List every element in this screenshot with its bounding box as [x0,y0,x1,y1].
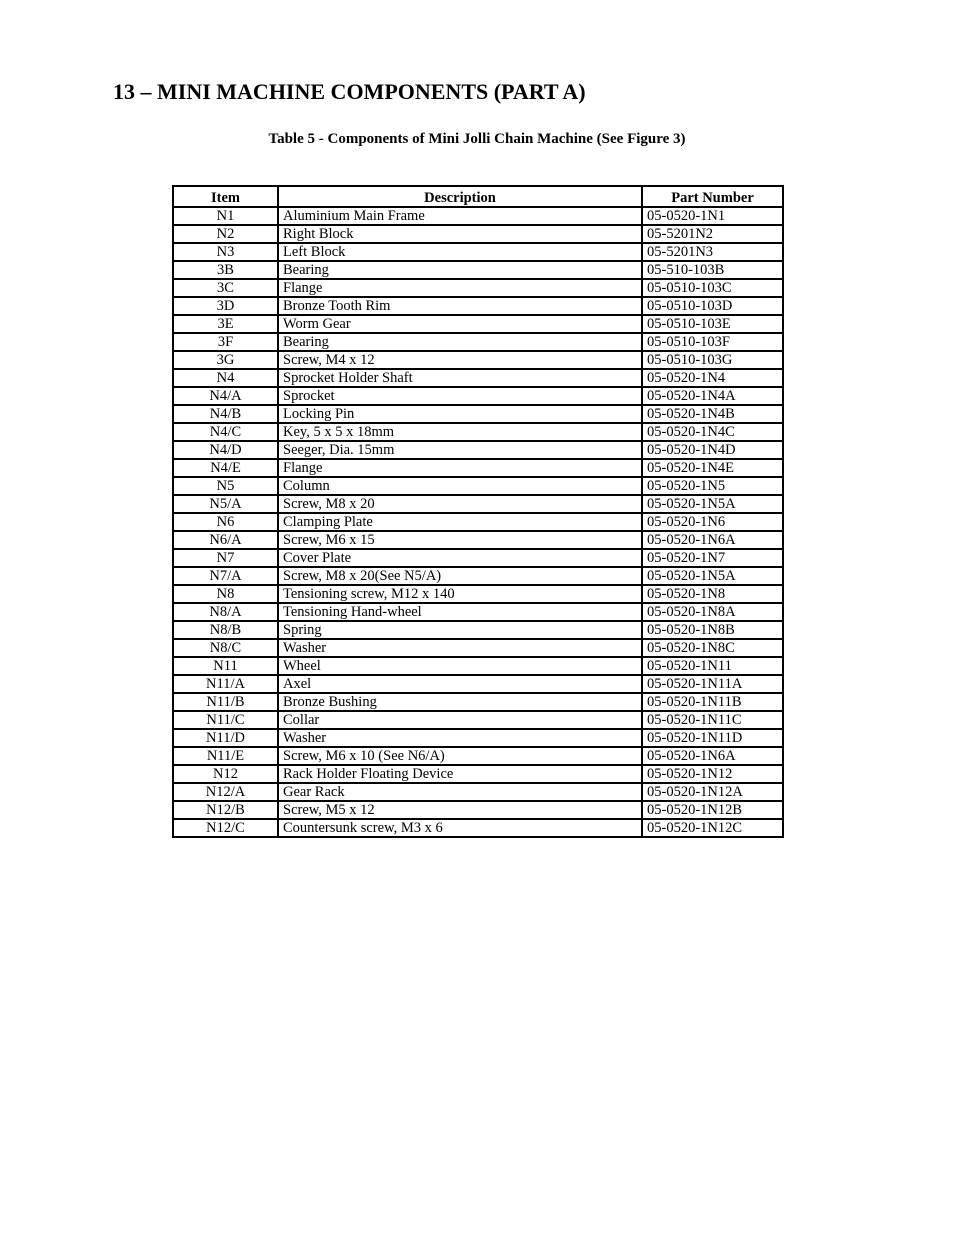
table-row [173,369,783,387]
table-row [173,621,783,639]
description-cell: Screw, M6 x 15 [278,531,642,549]
item-cell: 3F [173,333,278,351]
description-cell: Clamping Plate [278,513,642,531]
part-number-cell: 05-0520-1N8A [642,603,783,621]
table-row [173,603,783,621]
part-number-cell: 05-0520-1N6 [642,513,783,531]
item-cell: N12/B [173,801,278,819]
part-number-cell: 05-0510-103F [642,333,783,351]
description-cell: Screw, M8 x 20 [278,495,642,513]
part-number-cell: 05-0520-1N4E [642,459,783,477]
item-cell: N11/E [173,747,278,765]
header-part-number: Part Number [642,186,783,207]
part-number-cell: 05-0520-1N11B [642,693,783,711]
table-row [173,279,783,297]
item-cell: N11/C [173,711,278,729]
part-number-cell: 05-5201N2 [642,225,783,243]
item-cell: N4 [173,369,278,387]
description-cell: Countersunk screw, M3 x 6 [278,819,642,837]
part-number-cell: 05-0520-1N4 [642,369,783,387]
item-cell: N4/A [173,387,278,405]
table-body [173,207,783,837]
table-caption: Table 5 - Components of Mini Jolli Chain Machine (See Figure 3) [268,131,686,147]
description-cell: Flange [278,279,642,297]
item-cell: N11 [173,657,278,675]
description-cell: Spring [278,621,642,639]
part-number-cell: 05-0520-1N8 [642,585,783,603]
item-cell: N4/D [173,441,278,459]
item-cell: 3E [173,315,278,333]
table-row [173,657,783,675]
part-number-cell: 05-0520-1N11A [642,675,783,693]
part-number-cell: 05-0520-1N4B [642,405,783,423]
item-cell: N8 [173,585,278,603]
table-row [173,315,783,333]
item-cell: N8/C [173,639,278,657]
item-cell: N6 [173,513,278,531]
item-cell: N5/A [173,495,278,513]
header-description: Description [278,186,642,207]
table-row [173,495,783,513]
description-cell: Cover Plate [278,549,642,567]
part-number-cell: 05-0520-1N11C [642,711,783,729]
table-row [173,819,783,837]
description-cell: Sprocket [278,387,642,405]
table-row [173,639,783,657]
table-row [173,513,783,531]
table-row [173,693,783,711]
table-row [173,225,783,243]
description-cell: Left Block [278,243,642,261]
description-cell: Wheel [278,657,642,675]
table-row [173,549,783,567]
description-cell: Washer [278,729,642,747]
table-row [173,351,783,369]
description-cell: Screw, M5 x 12 [278,801,642,819]
table-row [173,333,783,351]
item-cell: N1 [173,207,278,225]
table-row [173,261,783,279]
table-row [173,801,783,819]
item-cell: N11/D [173,729,278,747]
description-cell: Bronze Tooth Rim [278,297,642,315]
description-cell: Bearing [278,261,642,279]
part-number-cell: 05-0520-1N4A [642,387,783,405]
item-cell: 3D [173,297,278,315]
part-number-cell: 05-0510-103C [642,279,783,297]
part-number-cell: 05-0510-103D [642,297,783,315]
item-cell: N11/B [173,693,278,711]
components-table [172,185,784,838]
table-row [173,477,783,495]
item-cell: N8/A [173,603,278,621]
description-cell: Rack Holder Floating Device [278,765,642,783]
description-cell: Tensioning Hand-wheel [278,603,642,621]
table-row [173,585,783,603]
item-cell: 3C [173,279,278,297]
description-cell: Aluminium Main Frame [278,207,642,225]
description-cell: Gear Rack [278,783,642,801]
table-row [173,531,783,549]
part-number-cell: 05-5201N3 [642,243,783,261]
item-cell: 3B [173,261,278,279]
item-cell: N7/A [173,567,278,585]
part-number-cell: 05-0510-103E [642,315,783,333]
item-cell: N4/B [173,405,278,423]
table-row [173,747,783,765]
part-number-cell: 05-0520-1N12A [642,783,783,801]
description-cell: Sprocket Holder Shaft [278,369,642,387]
section-title: 13 – MINI MACHINE COMPONENTS (PART A) [113,79,586,104]
part-number-cell: 05-0520-1N4C [642,423,783,441]
description-cell: Collar [278,711,642,729]
part-number-cell: 05-0520-1N11D [642,729,783,747]
table-row [173,441,783,459]
description-cell: Locking Pin [278,405,642,423]
table-row [173,675,783,693]
table-row [173,387,783,405]
item-cell: N12 [173,765,278,783]
description-cell: Key, 5 x 5 x 18mm [278,423,642,441]
item-cell: N7 [173,549,278,567]
item-cell: N2 [173,225,278,243]
description-cell: Screw, M8 x 20(See N5/A) [278,567,642,585]
description-cell: Bearing [278,333,642,351]
description-cell: Screw, M4 x 12 [278,351,642,369]
table-row [173,567,783,585]
table-row [173,783,783,801]
part-number-cell: 05-0520-1N7 [642,549,783,567]
part-number-cell: 05-0520-1N8B [642,621,783,639]
item-cell: N12/C [173,819,278,837]
part-number-cell: 05-0520-1N1 [642,207,783,225]
part-number-cell: 05-0520-1N5A [642,567,783,585]
description-cell: Column [278,477,642,495]
part-number-cell: 05-0520-1N12 [642,765,783,783]
part-number-cell: 05-0520-1N4D [642,441,783,459]
part-number-cell: 05-0520-1N6A [642,747,783,765]
description-cell: Axel [278,675,642,693]
description-cell: Screw, M6 x 10 (See N6/A) [278,747,642,765]
description-cell: Right Block [278,225,642,243]
part-number-cell: 05-510-103B [642,261,783,279]
part-number-cell: 05-0520-1N5 [642,477,783,495]
table-row [173,711,783,729]
description-cell: Worm Gear [278,315,642,333]
table-row [173,207,783,225]
description-cell: Tensioning screw, M12 x 140 [278,585,642,603]
table-row [173,459,783,477]
part-number-cell: 05-0510-103G [642,351,783,369]
table-row [173,765,783,783]
item-cell: 3G [173,351,278,369]
part-number-cell: 05-0520-1N8C [642,639,783,657]
part-number-cell: 05-0520-1N6A [642,531,783,549]
item-cell: N5 [173,477,278,495]
table-header-row [173,186,783,207]
description-cell: Washer [278,639,642,657]
table-row [173,729,783,747]
table-row [173,243,783,261]
part-number-cell: 05-0520-1N12B [642,801,783,819]
item-cell: N8/B [173,621,278,639]
part-number-cell: 05-0520-1N12C [642,819,783,837]
table-row [173,405,783,423]
part-number-cell: 05-0520-1N5A [642,495,783,513]
description-cell: Seeger, Dia. 15mm [278,441,642,459]
header-item: Item [173,186,278,207]
item-cell: N4/C [173,423,278,441]
item-cell: N3 [173,243,278,261]
item-cell: N4/E [173,459,278,477]
item-cell: N6/A [173,531,278,549]
item-cell: N12/A [173,783,278,801]
table-row [173,297,783,315]
part-number-cell: 05-0520-1N11 [642,657,783,675]
item-cell: N11/A [173,675,278,693]
table-row [173,423,783,441]
description-cell: Bronze Bushing [278,693,642,711]
description-cell: Flange [278,459,642,477]
